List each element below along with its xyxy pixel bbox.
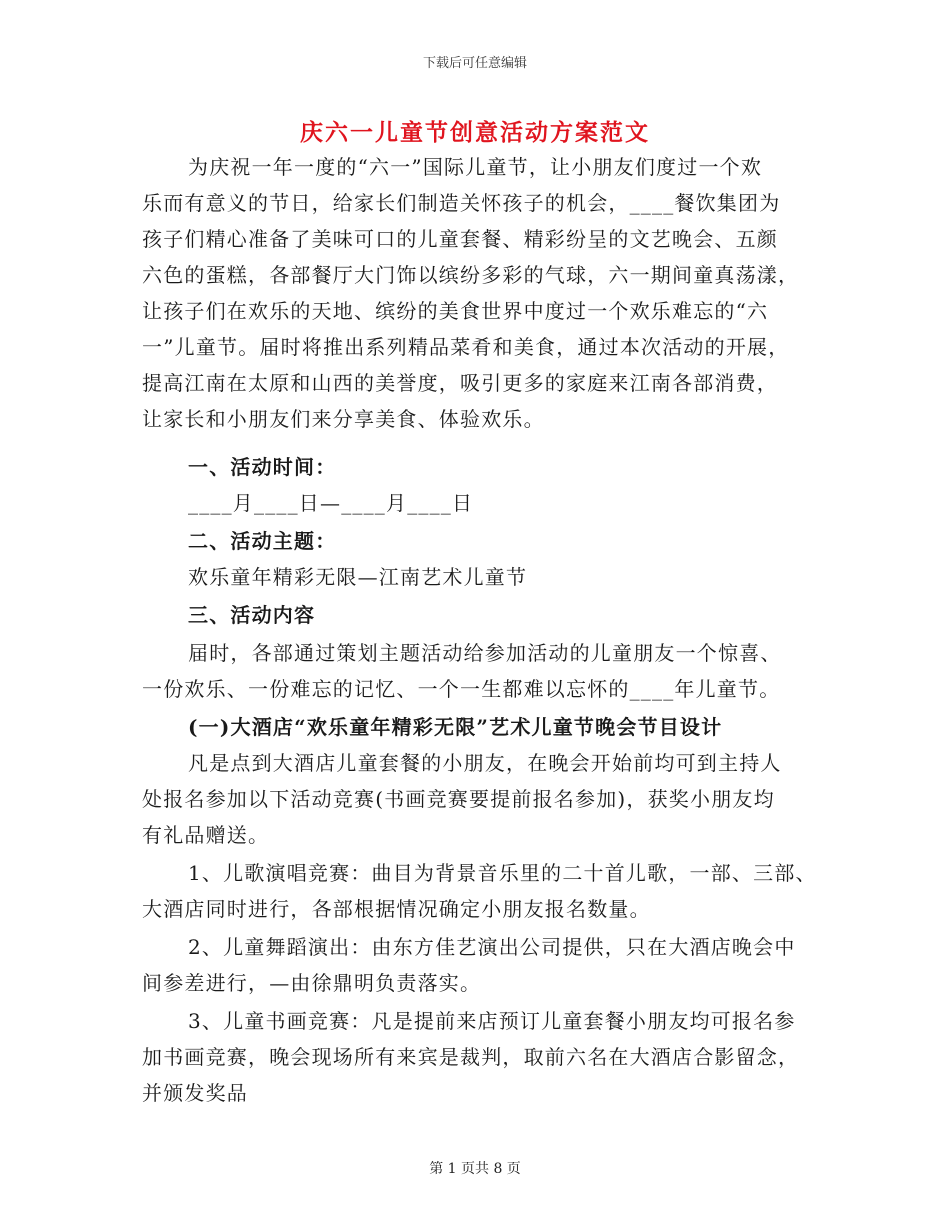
paragraph-line: 让家长和小朋友们来分享美食、体验欢乐。 bbox=[142, 407, 545, 431]
list-item-line: 1、儿歌演唱竞赛：曲目为背景音乐里的二十首儿歌，一部、三部、 bbox=[188, 861, 817, 885]
section-heading-time: 一、活动时间： bbox=[188, 455, 337, 479]
list-item-line: 并颁发奖品 bbox=[142, 1081, 248, 1105]
paragraph-line: 有礼品赠送。 bbox=[142, 823, 270, 847]
paragraph-line: 届时，各部通过策划主题活动给参加活动的儿童朋友一个惊喜、 bbox=[188, 641, 782, 665]
paragraph-line: 提高江南在太原和山西的美誉度，吸引更多的家庭来江南各部消费， bbox=[142, 371, 778, 395]
page-footer: 第 1 页共 8 页 bbox=[429, 1161, 521, 1177]
paragraph-line: 让孩子们在欢乐的天地、缤纷的美食世界中度过一个欢乐难忘的“六 bbox=[142, 299, 769, 323]
list-item-line: 间参差进行，—由徐鼎明负责落实。 bbox=[142, 971, 482, 995]
paragraph-line: 为庆祝一年一度的“六一”国际儿童节，让小朋友们度过一个欢 bbox=[188, 155, 763, 179]
paragraph-line: 处报名参加以下活动竞赛(书画竞赛要提前报名参加)，获奖小朋友均 bbox=[142, 787, 775, 811]
list-item-line: 大酒店同时进行，各部根据情况确定小朋友报名数量。 bbox=[142, 897, 651, 921]
list-item-line: 加书画竞赛，晚会现场所有来宾是裁判，取前六名在大酒店合影留念， bbox=[142, 1045, 800, 1069]
paragraph-line: 凡是点到大酒店儿童套餐的小朋友，在晚会开始前均可到主持人 bbox=[188, 751, 782, 775]
page-header: 下载后可任意编辑 bbox=[422, 56, 527, 71]
subsection-heading: (一)大酒店“欢乐童年精彩无限”艺术儿童节晚会节目设计 bbox=[188, 715, 723, 739]
paragraph-line: 一”儿童节。届时将推出系列精品菜肴和美食，通过本次活动的开展， bbox=[142, 335, 790, 359]
section-heading-theme: 二、活动主题： bbox=[188, 529, 337, 553]
activity-theme-line: 欢乐童年精彩无限—江南艺术儿童节 bbox=[188, 565, 528, 589]
activity-date-line: ____月____日—____月____日 bbox=[188, 491, 474, 515]
list-item-line: 2、儿童舞蹈演出：由东方佳艺演出公司提供，只在大酒店晚会中 bbox=[188, 935, 796, 959]
paragraph-line: 六色的蛋糕，各部餐厅大门饰以缤纷多彩的气球，六一期间童真荡漾， bbox=[142, 263, 800, 287]
paragraph-line: 一份欢乐、一份难忘的记忆、一个一生都难以忘怀的____年儿童节。 bbox=[142, 677, 781, 701]
document-title: 庆六一儿童节创意活动方案范文 bbox=[300, 119, 650, 146]
section-heading-content: 三、活动内容 bbox=[188, 603, 316, 627]
paragraph-line: 孩子们精心准备了美味可口的儿童套餐、精彩纷呈的文艺晚会、五颜 bbox=[142, 227, 778, 251]
paragraph-line: 乐而有意义的节日，给家长们制造关怀孩子的机会，____餐饮集团为 bbox=[142, 191, 781, 215]
list-item-line: 3、儿童书画竞赛：凡是提前来店预订儿童套餐小朋友均可报名参 bbox=[188, 1009, 796, 1033]
